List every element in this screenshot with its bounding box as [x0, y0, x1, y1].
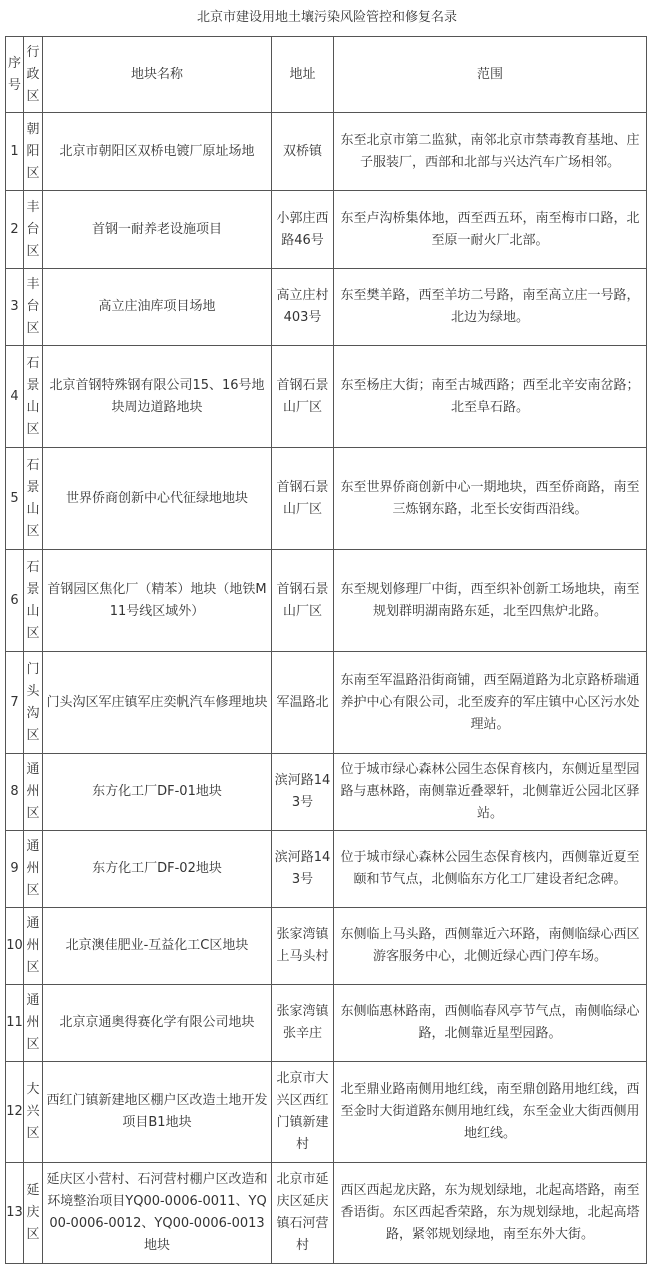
row-number: 2 — [6, 191, 24, 269]
table-row — [6, 448, 647, 550]
row-range: 东至北京市第二监狱，南邻北京市禁毒教育基地、庄子服装厂，西部和北部与兴达汽车广场相邻。 — [334, 113, 647, 191]
header-name: 地块名称 — [43, 37, 272, 113]
header-range: 范围 — [334, 37, 647, 113]
document-title: 北京市建设用地土壤污染风险管控和修复名录 — [196, 10, 457, 25]
row-number: 12 — [6, 1062, 24, 1163]
row-range: 东至杨庄大街；南至古城西路；西至北辛安南岔路；北至阜石路。 — [334, 346, 647, 448]
row-plot-name: 首钢一耐养老设施项目 — [43, 191, 272, 269]
row-address: 双桥镇 — [272, 113, 334, 191]
row-district: 朝阳区 — [24, 113, 43, 191]
row-plot-name: 高立庄油库项目场地 — [43, 269, 272, 346]
row-range: 位于城市绿心森林公园生态保育核内，西侧靠近夏至颐和节气点，北侧临东方化工厂建设者纪念碑。 — [334, 831, 647, 908]
row-number: 5 — [6, 448, 24, 550]
table-row — [6, 113, 647, 191]
row-range: 西区西起龙庆路，东为规划绿地，北起高塔路，南至香语街。东区西起香荣路，东为规划绿地，北起高塔路，紧邻规划绿地，南至东外大街。 — [334, 1163, 647, 1264]
row-range: 东至卢沟桥集体地，西至西五环，南至梅市口路，北至原一耐火厂北部。 — [334, 191, 647, 269]
row-address: 北京市大兴区西红门镇新建村 — [272, 1062, 334, 1163]
row-range: 东至樊羊路，西至羊坊二号路，南至高立庄一号路，北边为绿地。 — [334, 269, 647, 346]
table-row — [6, 908, 647, 985]
row-number: 11 — [6, 985, 24, 1062]
row-range: 北至鼎业路南侧用地红线，南至鼎创路用地红线，西至金时大街道路东侧用地红线，东至金业大街西侧用地红线。 — [334, 1062, 647, 1163]
row-address: 首钢石景山厂区 — [272, 346, 334, 448]
row-plot-name: 首钢园区焦化厂（精苯）地块（地铁M11号线区域外） — [43, 550, 272, 652]
table-row — [6, 346, 647, 448]
row-plot-name: 北京澳佳肥业-互益化工C区地块 — [43, 908, 272, 985]
row-plot-name: 东方化工厂DF-01地块 — [43, 754, 272, 831]
row-address: 滨河路143号 — [272, 831, 334, 908]
table-row — [6, 550, 647, 652]
row-district: 丰台区 — [24, 269, 43, 346]
row-number: 8 — [6, 754, 24, 831]
row-range: 东侧临上马头路，西侧靠近六环路，南侧临绿心西区游客服务中心，北侧近绿心西门停车场。 — [334, 908, 647, 985]
row-number: 10 — [6, 908, 24, 985]
row-number: 13 — [6, 1163, 24, 1264]
table-row — [6, 1062, 647, 1163]
header-no: 序号 — [6, 37, 24, 113]
remediation-list-table — [5, 36, 647, 1264]
row-plot-name: 门头沟区军庄镇军庄奕帆汽车修理地块 — [43, 652, 272, 754]
row-address: 小郭庄西路46号 — [272, 191, 334, 269]
row-number: 4 — [6, 346, 24, 448]
row-district: 石景山区 — [24, 550, 43, 652]
table-row — [6, 652, 647, 754]
row-address: 首钢石景山厂区 — [272, 448, 334, 550]
row-plot-name: 北京京通奥得赛化学有限公司地块 — [43, 985, 272, 1062]
row-address: 张家湾镇上马头村 — [272, 908, 334, 985]
header-district: 行政区 — [24, 37, 43, 113]
row-district: 通州区 — [24, 831, 43, 908]
row-district: 通州区 — [24, 908, 43, 985]
row-range: 位于城市绿心森林公园生态保育核内，东侧近星型园路与惠林路，南侧靠近叠翠轩，北侧靠近公园北区驿站。 — [334, 754, 647, 831]
row-district: 通州区 — [24, 754, 43, 831]
row-district: 石景山区 — [24, 346, 43, 448]
row-number: 9 — [6, 831, 24, 908]
row-district: 延庆区 — [24, 1163, 43, 1264]
header-address: 地址 — [272, 37, 334, 113]
row-district: 石景山区 — [24, 448, 43, 550]
row-number: 3 — [6, 269, 24, 346]
row-number: 6 — [6, 550, 24, 652]
row-number: 7 — [6, 652, 24, 754]
row-address: 滨河路143号 — [272, 754, 334, 831]
row-district: 丰台区 — [24, 191, 43, 269]
row-range: 东至规划修理厂中街，西至织补创新工场地块，南至规划群明湖南路东延，北至四焦炉北路。 — [334, 550, 647, 652]
row-address: 军温路北 — [272, 652, 334, 754]
row-address: 北京市延庆区延庆镇石河营村 — [272, 1163, 334, 1264]
row-plot-name: 延庆区小营村、石河营村棚户区改造和环境整治项目YQ00-0006-0011、YQ00-0006-0012、YQ00-0006-0013地块 — [43, 1163, 272, 1264]
row-plot-name: 世界侨商创新中心代征绿地地块 — [43, 448, 272, 550]
row-address: 张家湾镇张辛庄 — [272, 985, 334, 1062]
row-range: 东南至军温路沿街商铺，西至隔道路为北京路桥瑞通养护中心有限公司，北至废弃的军庄镇中心区污水处理站。 — [334, 652, 647, 754]
table-row — [6, 831, 647, 908]
table-row — [6, 191, 647, 269]
table-header-row — [6, 37, 647, 113]
row-plot-name: 西红门镇新建地区棚户区改造土地开发项目B1地块 — [43, 1062, 272, 1163]
row-district: 大兴区 — [24, 1062, 43, 1163]
row-range: 东侧临惠林路南，西侧临春风亭节气点，南侧临绿心路，北侧靠近星型园路。 — [334, 985, 647, 1062]
row-plot-name: 东方化工厂DF-02地块 — [43, 831, 272, 908]
table-row — [6, 985, 647, 1062]
row-number: 1 — [6, 113, 24, 191]
row-address: 高立庄村403号 — [272, 269, 334, 346]
row-plot-name: 北京市朝阳区双桥电镀厂原址场地 — [43, 113, 272, 191]
row-range: 东至世界侨商创新中心一期地块，西至侨商路，南至三炼钢东路，北至长安街西沿线。 — [334, 448, 647, 550]
row-plot-name: 北京首钢特殊钢有限公司15、16号地块周边道路地块 — [43, 346, 272, 448]
table-row — [6, 269, 647, 346]
row-address: 首钢石景山厂区 — [272, 550, 334, 652]
table-row — [6, 754, 647, 831]
row-district: 门头沟区 — [24, 652, 43, 754]
table-row — [6, 1163, 647, 1264]
row-district: 通州区 — [24, 985, 43, 1062]
